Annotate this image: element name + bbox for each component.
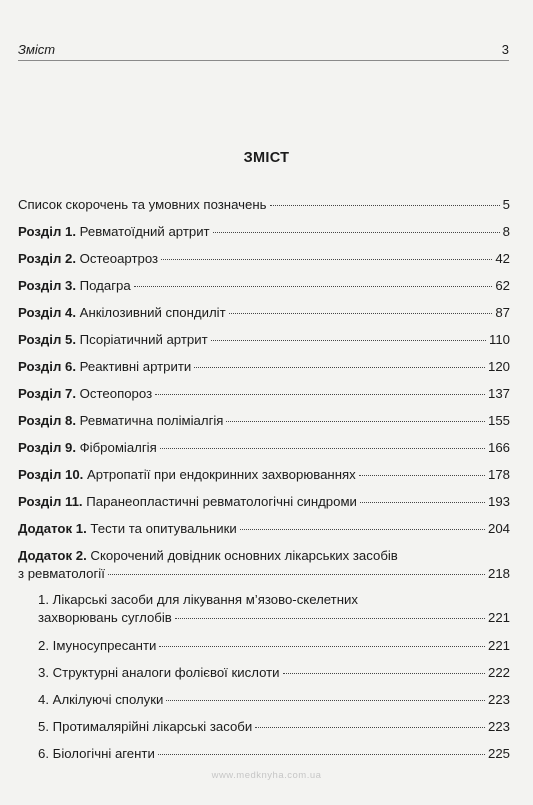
toc-entry-title: Анкілозивний спондиліт bbox=[79, 305, 226, 320]
header-section-title: Зміст bbox=[18, 42, 56, 57]
toc-subentry-title: 2. Імуносупресанти bbox=[38, 638, 157, 653]
toc-entry-page: 87 bbox=[495, 305, 510, 320]
toc-entry-prefix: Додаток 2. bbox=[18, 548, 87, 563]
toc-entry[interactable] bbox=[18, 385, 510, 412]
toc-entry-title: Ревматоїдний артрит bbox=[79, 224, 210, 239]
toc-entry-prefix: Розділ 8. bbox=[18, 413, 76, 428]
header-page-number: 3 bbox=[501, 42, 509, 57]
toc-entry-title: Остеопороз bbox=[79, 386, 153, 401]
toc-entry[interactable] bbox=[18, 439, 510, 466]
toc-subentry[interactable] bbox=[18, 691, 510, 718]
toc-entry[interactable] bbox=[18, 250, 510, 277]
toc-entry[interactable] bbox=[18, 223, 510, 250]
toc-subentry-title: 6. Біологічні агенти bbox=[38, 746, 155, 761]
toc-entry-page: 218 bbox=[487, 566, 510, 581]
toc-subentry-title: 3. Структурні аналоги фолієвої кислоти bbox=[38, 665, 280, 680]
toc-subentry-page: 223 bbox=[487, 692, 510, 707]
toc-entry-page: 137 bbox=[487, 386, 510, 401]
toc-entry-page: 204 bbox=[487, 521, 510, 536]
toc-subentry[interactable] bbox=[18, 664, 510, 691]
toc-entry-title: Подагра bbox=[79, 278, 131, 293]
toc-entry-title: Паранеопластичні ревматологічні синдроми bbox=[86, 494, 357, 509]
toc-subentry-title-continued: захворювань суглобів bbox=[38, 610, 172, 625]
toc-entry-page: 178 bbox=[487, 467, 510, 482]
toc-entry-prefix: Розділ 5. bbox=[18, 332, 76, 347]
toc-entry-title: Артропатії при ендокринних захворюваннях bbox=[86, 467, 356, 482]
toc-entry-prefix: Розділ 4. bbox=[18, 305, 76, 320]
toc-subentry-title: 4. Алкілуючі сполуки bbox=[38, 692, 164, 707]
toc-entry-title: Псоріатичний артрит bbox=[79, 332, 208, 347]
toc-entry[interactable] bbox=[18, 196, 510, 223]
toc-subentry-title: 5. Протималярійні лікарські засоби bbox=[38, 719, 253, 734]
toc-entry[interactable] bbox=[18, 412, 510, 439]
toc-entry-prefix: Розділ 1. bbox=[18, 224, 76, 239]
table-of-contents bbox=[18, 196, 510, 772]
toc-entry-page: 120 bbox=[487, 359, 510, 374]
toc-entry-appendix-2[interactable] bbox=[18, 547, 510, 591]
toc-entry[interactable] bbox=[18, 331, 510, 358]
toc-subentry-title: 1. Лікарські засоби для лікування м’язово-скелетних bbox=[38, 592, 358, 607]
toc-subentry-page: 225 bbox=[487, 746, 510, 761]
toc-entry-page: 8 bbox=[502, 224, 510, 239]
toc-entry-page: 166 bbox=[487, 440, 510, 455]
toc-entry[interactable] bbox=[18, 304, 510, 331]
toc-entry-title: Фіброміалгія bbox=[79, 440, 157, 455]
toc-entry-page: 193 bbox=[487, 494, 510, 509]
toc-entry-page: 42 bbox=[495, 251, 510, 266]
toc-entry[interactable] bbox=[18, 277, 510, 304]
toc-entry[interactable] bbox=[18, 466, 510, 493]
toc-subentry-page: 221 bbox=[487, 610, 510, 625]
toc-subentry[interactable] bbox=[18, 637, 510, 664]
watermark-url: www.medknyha.com.ua bbox=[211, 770, 322, 781]
toc-entry-prefix: Розділ 11. bbox=[18, 494, 83, 509]
toc-entry-prefix: Розділ 10. bbox=[18, 467, 84, 482]
toc-subentry-page: 221 bbox=[487, 638, 510, 653]
toc-entry-prefix: Розділ 6. bbox=[18, 359, 76, 374]
toc-entry-prefix: Розділ 3. bbox=[18, 278, 76, 293]
toc-entry-page: 5 bbox=[502, 197, 510, 212]
toc-entry-title-continued: з ревматології bbox=[18, 566, 105, 581]
toc-entry-title: Скорочений довідник основних лікарських засобів bbox=[90, 548, 398, 563]
toc-entry[interactable] bbox=[18, 520, 510, 547]
running-header bbox=[18, 42, 509, 61]
toc-entry[interactable] bbox=[18, 358, 510, 385]
toc-entry-prefix: Розділ 9. bbox=[18, 440, 76, 455]
toc-entry-page: 62 bbox=[495, 278, 510, 293]
toc-subentry-page: 223 bbox=[487, 719, 510, 734]
toc-entry-page: 155 bbox=[487, 413, 510, 428]
toc-entry-prefix: Розділ 2. bbox=[18, 251, 76, 266]
toc-entry-title: Тести та опитувальники bbox=[90, 521, 237, 536]
toc-entry-prefix: Додаток 1. bbox=[18, 521, 87, 536]
toc-subentry[interactable] bbox=[18, 745, 510, 772]
toc-subentry-page: 222 bbox=[487, 665, 510, 680]
toc-entry-title: Ревматична поліміалгія bbox=[79, 413, 224, 428]
toc-entry-page: 110 bbox=[488, 332, 510, 347]
toc-entry[interactable] bbox=[18, 493, 510, 520]
toc-entry-title: Список скорочень та умовних позначень bbox=[18, 197, 267, 212]
page-title: ЗМІСТ bbox=[243, 150, 290, 166]
toc-subentry[interactable] bbox=[18, 718, 510, 745]
toc-entry-prefix: Розділ 7. bbox=[18, 386, 76, 401]
toc-subentry[interactable] bbox=[18, 591, 510, 637]
toc-entry-title: Остеоартроз bbox=[79, 251, 159, 266]
toc-entry-title: Реактивні артрити bbox=[79, 359, 192, 374]
